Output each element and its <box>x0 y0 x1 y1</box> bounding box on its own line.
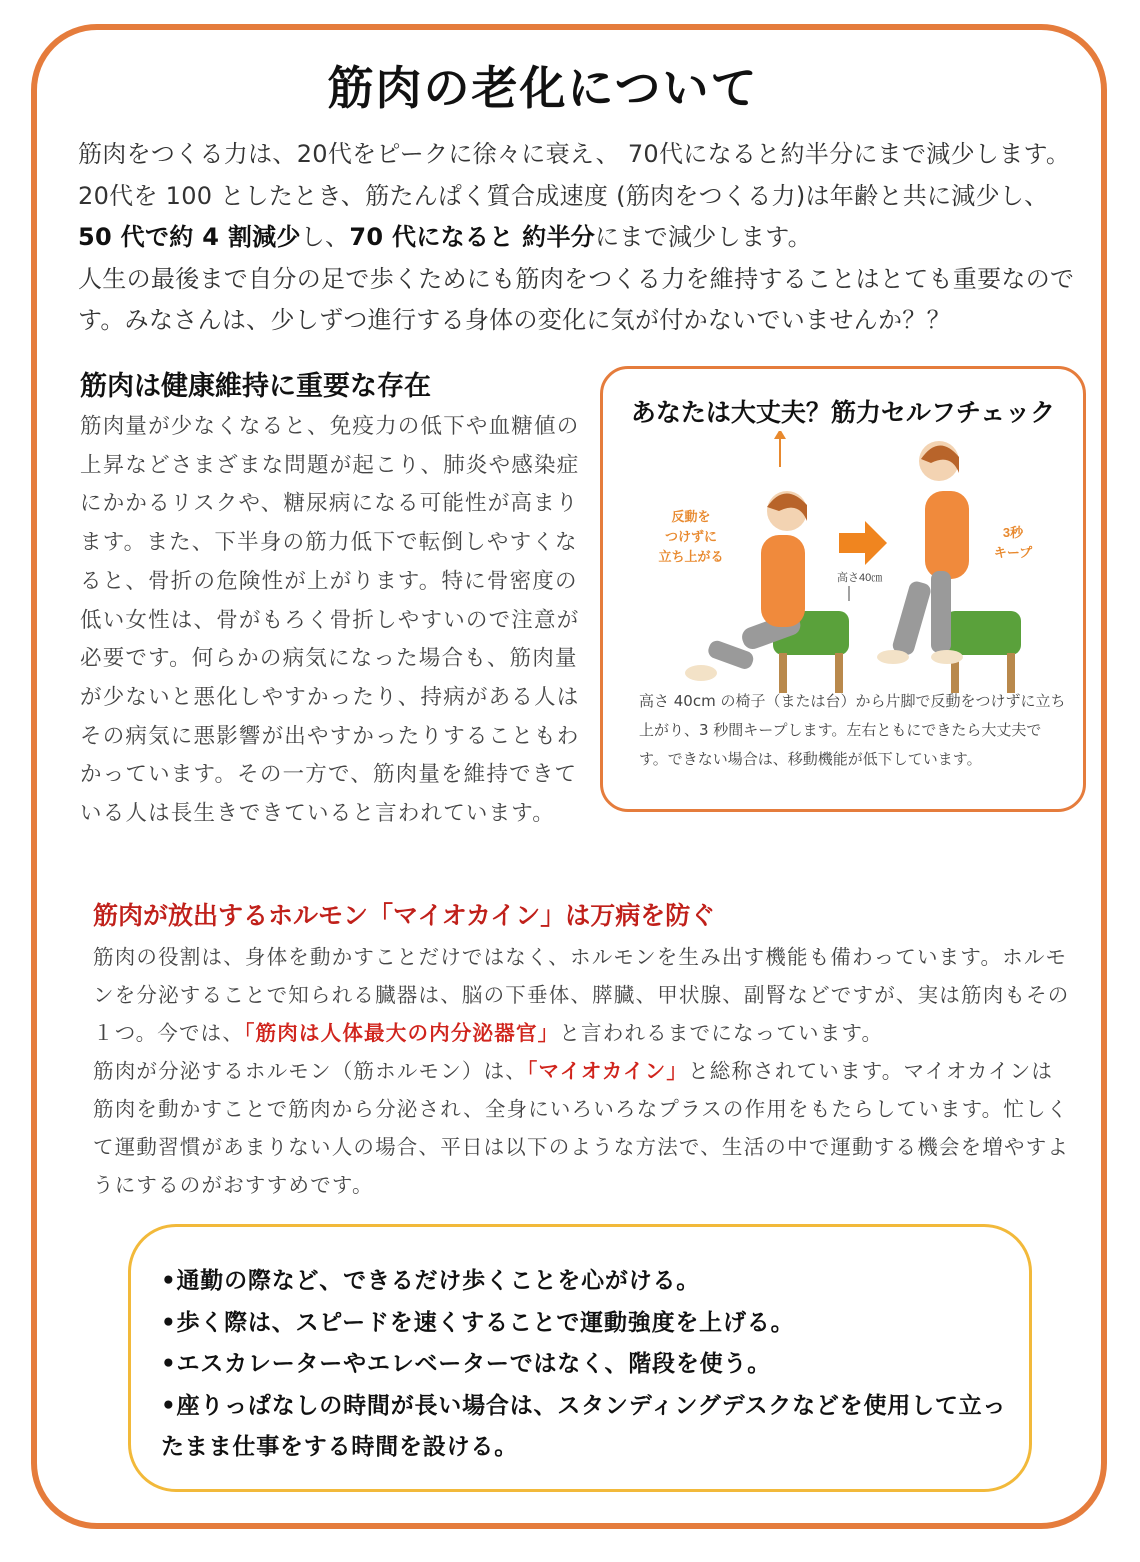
tip-item: •エスカレーターやエレベーターではなく、階段を使う。 <box>161 1351 772 1377</box>
selfcheck-caption: 高さ 40cm の椅子（または台）から片脚で反動をつけずに立ち上がり、3 秒間キープします。左右ともにできたら大丈夫です。できない場合は、移動機能が低下しています。 <box>639 692 1066 768</box>
intro-line-3-mid: し、 <box>300 223 350 251</box>
health-body: 筋肉量が少なくなると、免疫力の低下や血糖値の上昇などさまざまな問題が起こり、肺炎や感染症にかかるリスクや、糖尿病になる可能性が高まります。また、下半身の筋力低下で転倒しやすくなると、骨折の危険性が上がります。特に骨密度の低い女性は、骨がもろく骨折しやすいので注意が必要です。何らかの病気になった場合も、筋肉量が少ないと悪化しやすかったり、持病がある人はその病気に悪影響が出やすかったりすることもわかっています。その一方で、筋肉量を維持できている人は長生きできていると言われています。 <box>80 414 580 827</box>
myokine-p1: 筋肉の役割は、身体を動かすことだけではなく、ホルモンを生み出す機能も備わっています。ホルモンを分泌することで知られる臓器は、脳の下垂体、膵臓、甲状腺、副腎などですが、実は筋肉もその１つ。今では、 <box>93 945 1070 1045</box>
seated-figure <box>761 535 805 627</box>
myokine-p1-end: と言われるまでになっています。 <box>559 1021 884 1045</box>
label-left-2: つけずに <box>664 529 718 544</box>
tip-item: •歩く際は、スピードを速くすることで運動強度を上げる。 <box>161 1309 795 1336</box>
tip-item: •座りっぱなしの時間が長い場合は、スタンディングデスクなどを使用して立ったまま仕事をする時間を設ける。 <box>161 1392 1007 1460</box>
arrow-right-icon <box>839 521 887 565</box>
page-title: 筋肉の老化について <box>327 61 759 115</box>
intro-line-4: 人生の最後まで自分の足で歩くためにも筋肉をつくる力を維持することはとても重要なのです。みなさんは、少しずつ進行する身体の変化に気が付かないでいませんか？？ <box>78 264 1075 334</box>
label-height: 高さ40㎝ <box>837 572 883 584</box>
selfcheck-box <box>600 366 1086 812</box>
standing-figure <box>925 491 969 579</box>
intro-paragraph <box>78 134 1088 342</box>
intro-line-2: 20代を 100 としたとき、筋たんぱく質合成速度 (筋肉をつくる力)は年齢と共に減少し、 <box>78 181 1049 210</box>
stool-right <box>945 611 1021 655</box>
selfcheck-title: あなたは大丈夫？筋力セルフチェック <box>630 398 1056 427</box>
myokine-p2: 筋肉が分泌するホルモン（筋ホルモン）は、 <box>93 1059 527 1083</box>
myokine-p2-end: と総称されています。マイオカインは筋肉を動かすことで筋肉から分泌され、全身にいろいろなプラスの作用をもたらしています。忙しくて運動習慣があまりない人の場合、平日は以下のような方法で、生活の中で運動する機会を増やすようにするのがおすすめです。 <box>93 1059 1070 1197</box>
intro-line-3 <box>78 217 1088 259</box>
label-left-3: 立ち上がる <box>658 549 724 564</box>
myokine-heading: 筋肉が放出するホルモン「マイオカイン」は万病を防ぐ <box>93 901 716 930</box>
myokine-p1-highlight: 「筋肉は人体最大の内分泌器官」 <box>244 1021 560 1045</box>
intro-line-3-end: にまで減少します。 <box>595 223 812 251</box>
label-right-2: キープ <box>993 545 1033 560</box>
tips-box <box>128 1224 1032 1492</box>
health-heading: 筋肉は健康維持に重要な存在 <box>80 371 431 402</box>
label-left-1: 反動を <box>671 509 711 524</box>
label-right-1: 3秒 <box>1002 525 1024 540</box>
selfcheck-illustration <box>639 431 1059 699</box>
intro-bold-50s: 50 代で約 4 割減少 <box>78 223 301 251</box>
myokine-p2-highlight: 「マイオカイン」 <box>527 1059 689 1083</box>
tip-item: •通勤の際など、できるだけ歩くことを心がける。 <box>161 1268 701 1294</box>
myokine-body <box>93 938 1073 1204</box>
intro-line-1: 筋肉をつくる力は、20代をピークに徐々に衰え、 70代になると約半分にまで減少します。 <box>78 140 1071 168</box>
intro-bold-70s: 70 代になると 約半分 <box>349 223 596 251</box>
tips-list <box>161 1261 1011 1469</box>
